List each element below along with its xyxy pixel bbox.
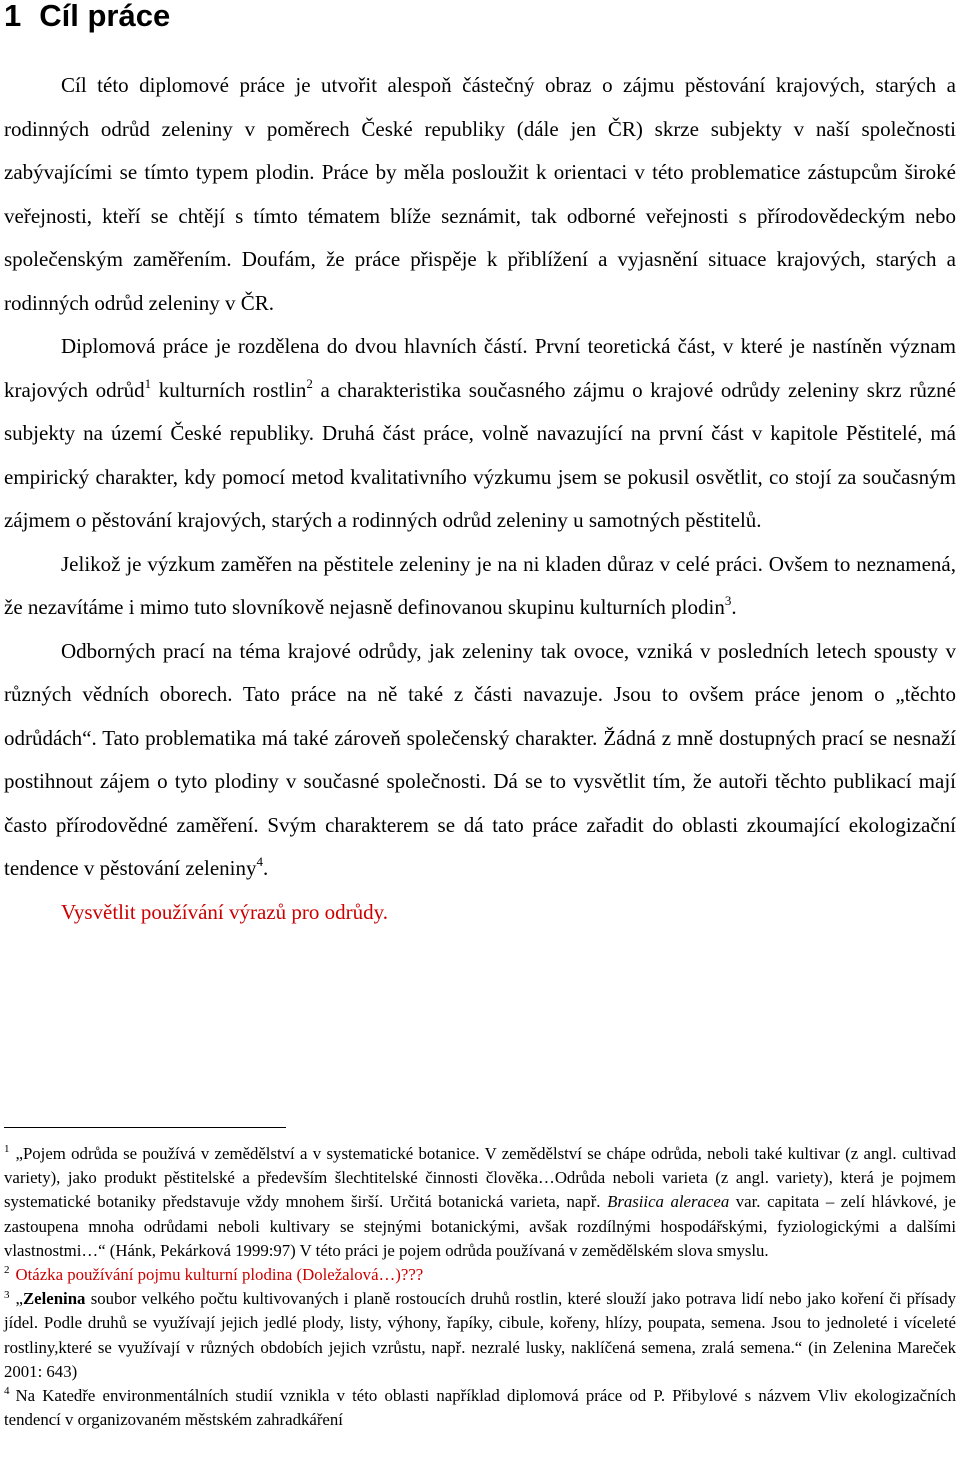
paragraph-4-text-b: . <box>262 856 269 880</box>
paragraph-2 <box>4 325 956 543</box>
paragraph-1: Cíl této diplomové práce je utvořit alespoň částečný obraz o zájmu pěstování krajových, starých a rodinných odrůd zeleniny v poměrech České republiky (dále jen ČR) skrze subjekty v naší společnosti zabývajícími se tímto typem plodin. Práce by měla posloužit k orientaci v této problematice zástupcům široké veřejnosti, kteří se chtějí s tímto tématem blíže seznámit, tak odborné veřejnosti s přírodovědeckým nebo společenským zaměřením. Doufám, že práce přispěje k přiblížení a vyjasnění situace krajových, starých a rodinných odrůd zeleniny v ČR. <box>4 73 956 315</box>
footnote-ref-3[interactable]: 3 <box>724 593 732 608</box>
footnote-1-number: 1 <box>4 1143 10 1156</box>
footnote-4-number: 4 <box>4 1385 10 1398</box>
footnote-2-number: 2 <box>4 1264 10 1277</box>
footnote-separator <box>4 1127 286 1128</box>
body-text <box>4 64 956 934</box>
chapter-title: Cíl práce <box>39 0 171 33</box>
footnote-2 <box>4 1263 956 1287</box>
footnote-3-quote: „ <box>15 1289 23 1309</box>
footnote-1 <box>4 1142 956 1263</box>
footnote-1-text-a: „Pojem odrůda se používá v zemědělství a v systematické botanice. V zemědělství se chápe odrůda, neboli také kultivar (z angl. cultivad variety), jako produkt pěstitelské a především šlechtitelské činnosti člověka…Odrůda neboli varieta (z angl. variety), která je pojmem systematické botaniky představuje vždy mnohem širší. Určitá botanická varieta, např. <box>4 1144 956 1212</box>
footnote-ref-1[interactable]: 1 <box>144 375 152 391</box>
footnote-ref-4[interactable]: 4 <box>256 854 263 869</box>
footnotes <box>4 1142 956 1432</box>
footnote-3-bold: Zelenina <box>22 1289 86 1309</box>
paragraph-2-text-b: kulturních rostlin <box>151 377 307 402</box>
paragraph-3-text-a: Jelikož je výzkum zaměřen na pěstitele zeleniny je na ni kladen důraz v celé práci. Ovšem to neznamená, že nezavítáme i mimo tuto slovníkově nejasně definovanou skupinu kulturních plodin <box>4 551 956 619</box>
paragraph-3 <box>4 543 956 630</box>
footnote-4-text: Na Katedře environmentálních studií vznikla v této oblasti například diplomová práce od P. Přibylové s názvem Vliv ekologizačních tendencí v organizovaném městském zahradkáření <box>4 1386 956 1430</box>
paragraph-2-text-a: Diplomová práce je rozdělena do dvou hlavních částí. První teoretická část, v které je nastíněn význam krajových odrůd <box>4 334 956 402</box>
paragraph-4-text-a: Odborných prací na téma krajové odrůdy, jak zeleniny tak ovoce, vzniká v posledních letech spousty v různých vědních oborech. Tato práce na ně také z části navazuje. Jsou to ovšem práce jenom o „těchto odrůdách“. Tato problematika má také zároveň společenský charakter. Žádná z mně dostupných prací se nesnaží postihnout zájem o tyto plodiny v současné společnosti. Dá se to vysvětlit tím, že autoři těchto publikací mají často přírodovědné zaměření. Svým charakterem se dá tato práce zařadit do oblasti zkoumající ekologizační tendence v pěstování zeleniny <box>4 638 956 880</box>
chapter-heading <box>4 0 170 36</box>
footnote-ref-2[interactable]: 2 <box>306 375 313 391</box>
paragraph-4 <box>4 630 956 891</box>
footnote-4 <box>4 1384 956 1432</box>
paragraph-3-text-b: . <box>731 595 737 619</box>
chapter-number: 1 <box>4 0 22 33</box>
footnote-2-text: Otázka používání pojmu kulturní plodina (Doležalová…)??? <box>15 1265 424 1285</box>
footnote-3-text: soubor velkého počtu kultivovaných i planě rostoucích druhů rostlin, které slouží jako potrava lidí nebo jako koření či přísady jídel. Podle druhů se využívají jejich jedlé plody, listy, výhony, řapíky, cibule, kořeny, hlízy, poupata, semena. Jsou to jednoleté i víceleté rostliny,které se využívají v různých obdobích jejich vzrůstu, např. nezralé lusky, naklíčená semena, zralá semena.“ (in Zelenina Mareček 2001: 643) <box>4 1289 956 1381</box>
footnote-3-number: 3 <box>4 1288 10 1301</box>
paragraph-2-text-c: a charakteristika současného zájmu o krajové odrůdy zeleniny skrz různé subjekty na území České republiky. Druhá část práce, volně navazující na první část v kapitole Pěstitelé, má empirický charakter, kdy pomocí metod kvalitativního výzkumu jsem se pokusil osvětlit, co stojí za současným zájmem o pěstování krajových, starých a rodinných odrůd zeleniny u samotných pěstitelů. <box>4 377 956 532</box>
footnote-1-italic: Brasiica aleracea <box>607 1192 730 1212</box>
footnote-1-text-b: var. capitata – zelí hlávkové, je zastoupena mnoha odrůdami neboli kultivary se stejnými botanickými, avšak rozdílnými hospodářskými, fyziologickými a dalšími vlastnostmi…“ (Hánk, Pekárková 1999:97) V této práci je pojem odrůda používaná v zemědělském slova smyslu. <box>4 1192 956 1260</box>
footnote-3 <box>4 1287 956 1384</box>
todo-note: Vysvětlit používání výrazů pro odrůdy. <box>61 899 388 924</box>
